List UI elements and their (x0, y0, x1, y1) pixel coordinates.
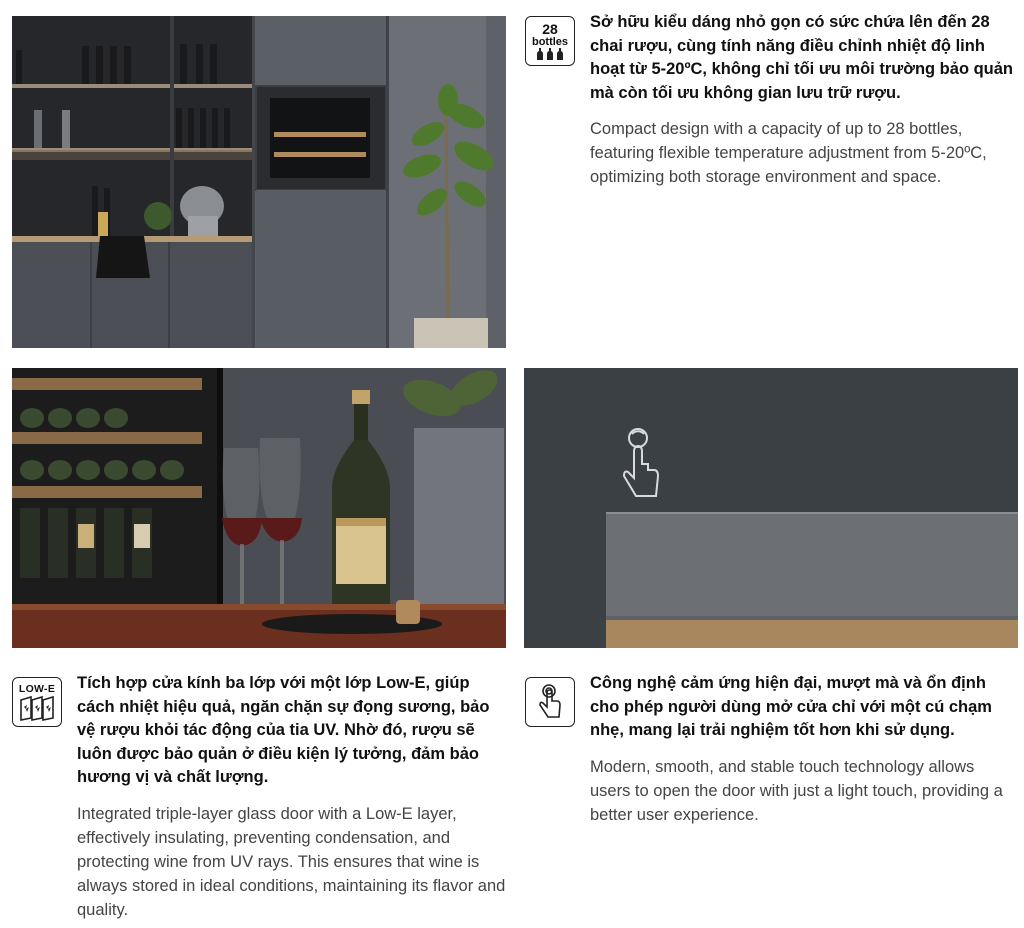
touch-text-vi: Công nghệ cảm ứng hiện đại, mượt mà và ổn định cho phép người dùng mở cửa chỉ với một cú chạm nhẹ, mang lại trải nghiệm tốt hơn khi sử dụng. (590, 674, 992, 739)
low-e-glass-icon (12, 677, 62, 727)
wine-bottles-glyph (535, 48, 565, 60)
wine-bottle-glasses-photo (12, 368, 506, 648)
triple-glass-glyph (19, 695, 55, 721)
touch-text-en: Modern, smooth, and stable touch technology allows users to open the door with just a light touch, providing a better user experience. (590, 757, 1003, 824)
capacity-feature-text (590, 11, 1014, 189)
touch-finger-glyph (535, 683, 565, 721)
bottles-caption-label: bottles (531, 36, 569, 48)
low-e-icon-label: LOW-E (18, 682, 56, 695)
kitchen-wine-cabinet-photo (12, 16, 506, 348)
capacity-text-vi: Sở hữu kiểu dáng nhỏ gọn có sức chứa lên đến 28 chai rượu, cùng tính năng điều chỉnh nhiệt độ linh hoạt từ 5-20ºC, không chỉ tối ưu môi trường bảo quản mà còn tối ưu không gian lưu trữ rượu. (590, 13, 1014, 102)
bottles-count-label: 28 (542, 21, 558, 37)
lowe-text-vi: Tích hợp cửa kính ba lớp với một lớp Low-E, giúp cách nhiệt hiệu quả, ngăn chặn sự đọng sương, bảo vệ rượu khỏi tác động của tia UV. Nhờ đó, rượu sẽ luôn được bảo quản ở điều kiện lý tưởng, đảm bảo hương vị và chất lượng. (77, 674, 490, 786)
touch-icon (525, 677, 575, 727)
lowe-text-en: Integrated triple-layer glass door with a Low-E layer, effectively insulating, preventing condensation, and protecting wine from UV rays. This ensures that wine is always stored in ideal conditions, maintaining its flavor and quality. (77, 804, 506, 919)
bottles-28-icon (525, 16, 575, 66)
touch-panel-closeup-photo (524, 368, 1018, 648)
capacity-text-en: Compact design with a capacity of up to 28 bottles, featuring flexible temperature adjustment from 5-20ºC, optimizing both storage environment and space. (590, 120, 987, 186)
touch-feature-text (590, 672, 1014, 827)
lowe-feature-text (77, 672, 507, 922)
